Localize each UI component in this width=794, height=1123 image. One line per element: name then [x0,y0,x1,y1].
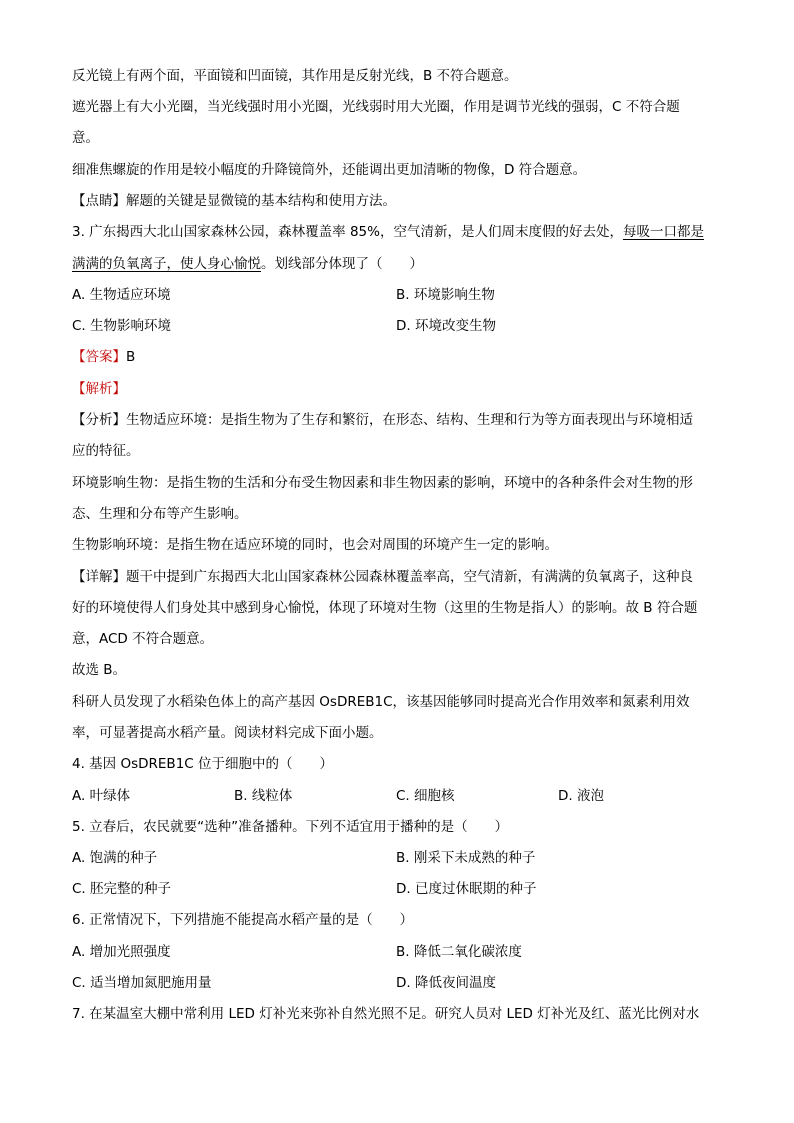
option-a: A. 增加光照强度 [72,944,171,960]
analysis-line: 环境影响生物：是指生物的生活和分布受生物因素和非生物因素的影响，环境中的各种条件会对生物的形 [72,475,693,491]
answer-line [72,347,135,367]
text-line: 反光镜上有两个面，平面镜和凹面镜，其作用是反射光线，B 不符合题意。 [72,68,518,84]
option-c: C. 细胞核 [396,788,455,804]
question-6-options-row2 [72,973,722,993]
detail-line: 意，ACD 不符合题意。 [72,631,214,647]
option-a: A. 生物适应环境 [72,287,171,303]
question-4-options [72,786,722,806]
underlined-phrase: 满满的负氧离子，使人身心愉悦 [72,256,261,272]
option-b: B. 环境影响生物 [396,287,495,303]
analysis-line: 【分析】生物适应环境：是指生物为了生存和繁衍，在形态、结构、生理和行为等方面表现出与环境相适 [72,412,693,428]
option-c: C. 生物影响环境 [72,318,172,334]
text-line: 遮光器上有大小光圈，当光线强时用小光圈，光线弱时用大光圈，作用是调节光线的强弱，C 不符合题 [72,99,680,115]
comment-line: 【点睛】解题的关键是显微镜的基本结构和使用方法。 [72,193,396,209]
option-b: B. 降低二氧化碳浓度 [396,944,522,960]
detail-line: 【详解】题干中提到广东揭西大北山国家森林公园森林覆盖率高，空气清新，有满满的负氧离子，这种良 [72,569,693,585]
option-d: D. 液泡 [558,788,604,804]
question-3-options-row2 [72,316,722,336]
detail-line: 好的环境使得人们身处其中感到身心愉悦，体现了环境对生物（这里的生物是指人）的影响。故 B 符合题 [72,600,698,616]
text-line: 细准焦螺旋的作用是较小幅度的升降镜筒外，还能调出更加清晰的物像，D 符合题意。 [72,162,587,178]
question-3-stem-text: 。划线部分体现了（ ） [261,256,423,272]
option-c: C. 胚完整的种子 [72,881,172,897]
question-3-stem-text: 3. 广东揭西大北山国家森林公园，森林覆盖率 85%，空气清新，是人们周末度假的好去处， [72,224,623,240]
question-4-stem: 4. 基因 OsDREB1C 位于细胞中的（ ） [72,756,333,772]
option-a: A. 叶绿体 [72,788,131,804]
text-line: 意。 [72,130,99,146]
answer-value: B [126,349,136,365]
question-5-stem: 5. 立春后，农民就要“选种”准备播种。下列不适宜用于播种的是（ ） [72,819,509,835]
option-b: B. 刚采下未成熟的种子 [396,850,536,866]
question-7-stem: 7. 在某温室大棚中常利用 LED 灯补光来弥补自然光照不足。研究人员对 LED 灯补光及红、蓝光比例对水 [72,1006,700,1022]
material-line: 科研人员发现了水稻染色体上的高产基因 OsDREB1C，该基因能够同时提高光合作用效率和氮素利用效 [72,694,690,710]
question-5-options-row1 [72,848,722,868]
underlined-phrase: 每吸一口都是 [622,224,704,240]
question-5-options-row2 [72,879,722,899]
detail-line: 故选 B。 [72,662,127,678]
option-a: A. 饱满的种子 [72,850,158,866]
option-c: C. 适当增加氮肥施用量 [72,975,212,991]
question-3-options-row1 [72,285,722,305]
question-6-options-row1 [72,942,722,962]
option-b: B. 线粒体 [234,788,293,804]
option-d: D. 降低夜间温度 [396,975,496,991]
analysis-line: 应的特征。 [72,443,140,459]
analysis-line: 生物影响环境：是指生物在适应环境的同时，也会对周围的环境产生一定的影响。 [72,537,558,553]
option-d: D. 已度过休眠期的种子 [396,881,537,897]
option-d: D. 环境改变生物 [396,318,496,334]
analysis-label: 【解析】 [72,381,126,397]
analysis-line: 态、生理和分布等产生影响。 [72,506,248,522]
question-3-stem-cont [72,254,423,274]
answer-label: 【答案】 [72,349,126,365]
question-3-stem [72,222,704,242]
material-line: 率，可显著提高水稻产量。阅读材料完成下面小题。 [72,725,383,741]
question-6-stem: 6. 正常情况下，下列措施不能提高水稻产量的是（ ） [72,912,414,928]
